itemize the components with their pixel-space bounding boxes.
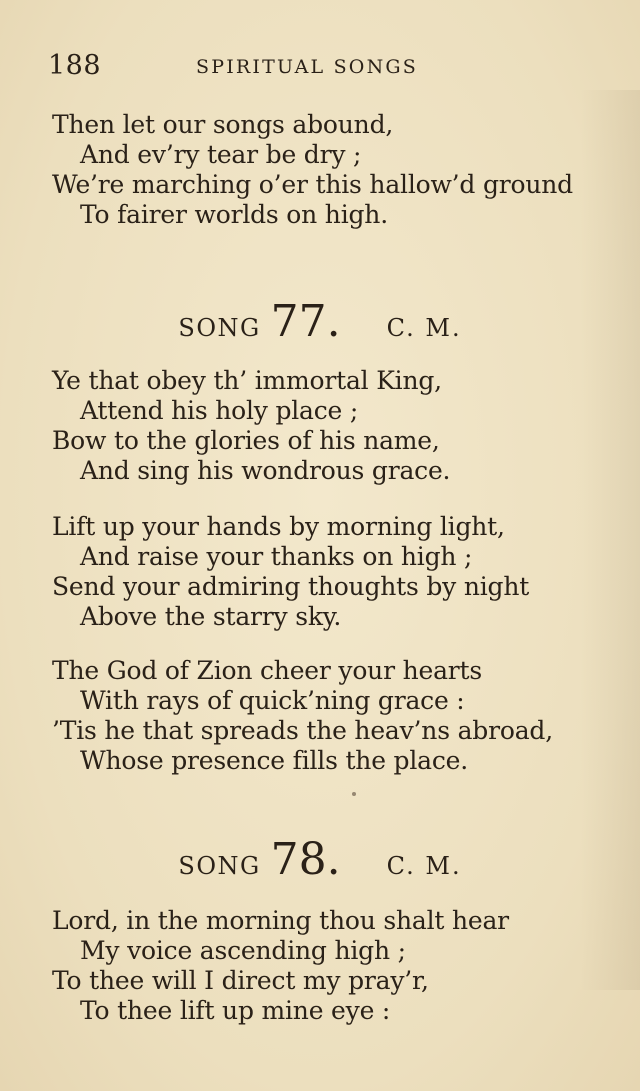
- verse-line: The God of Zion cheer your hearts: [52, 656, 482, 685]
- song-number: 78.: [270, 834, 341, 885]
- song-77-heading: [0, 296, 640, 347]
- running-title: SPIRITUAL SONGS: [196, 56, 419, 78]
- song-77-stanza-3: [52, 656, 612, 776]
- drop-word: Lord: [52, 906, 111, 935]
- drop-word: Ye: [52, 366, 81, 395]
- continuation-stanza: [52, 110, 612, 230]
- page-number: 188: [48, 50, 102, 81]
- song-77-stanza-2: [52, 512, 612, 632]
- verse-line: Whose presence fills the place.: [80, 746, 468, 775]
- verse-line: Lift up your hands by morning light,: [52, 512, 505, 541]
- verse-line: To thee will I direct my pray’r,: [52, 966, 429, 995]
- song-77-stanza-1: [52, 366, 612, 486]
- verse-line: And raise your thanks on high ;: [80, 542, 473, 571]
- verse-line: With rays of quick’ning grace :: [80, 686, 465, 715]
- song-78-stanza-1: [52, 906, 612, 1026]
- ink-speck: [352, 792, 356, 796]
- verse-line: And ev’ry tear be dry ;: [80, 140, 362, 169]
- verse-line: Bow to the glories of his name,: [52, 426, 440, 455]
- running-head: [48, 50, 448, 86]
- verse-line: My voice ascending high ;: [80, 936, 406, 965]
- song-meter: C. M.: [386, 314, 462, 342]
- verse-line: And sing his wondrous grace.: [80, 456, 451, 485]
- verse-line: Then let our songs abound,: [52, 110, 394, 139]
- verse-line: Above the starry sky.: [80, 602, 342, 631]
- verse-line: To fairer worlds on high.: [80, 200, 388, 229]
- verse-line-rest: that obey th’ immortal King,: [80, 366, 442, 395]
- verse-line: ’Tis he that spreads the heav’ns abroad,: [52, 716, 553, 745]
- verse-line: We’re marching o’er this hallow’d ground: [52, 170, 573, 199]
- song-meter: C. M.: [386, 852, 462, 880]
- verse-line: Attend his holy place ;: [80, 396, 359, 425]
- verse-line: Send your admiring thoughts by night: [52, 572, 530, 601]
- verse-line-rest: , in the morning thou shalt hear: [110, 906, 509, 935]
- song-word: SONG: [178, 314, 261, 342]
- verse-line: To thee lift up mine eye :: [80, 996, 391, 1025]
- song-78-heading: [0, 834, 640, 885]
- song-word: SONG: [178, 852, 261, 880]
- verse-line: [52, 366, 612, 396]
- song-number: 77.: [270, 296, 341, 347]
- verse-line: [52, 906, 612, 936]
